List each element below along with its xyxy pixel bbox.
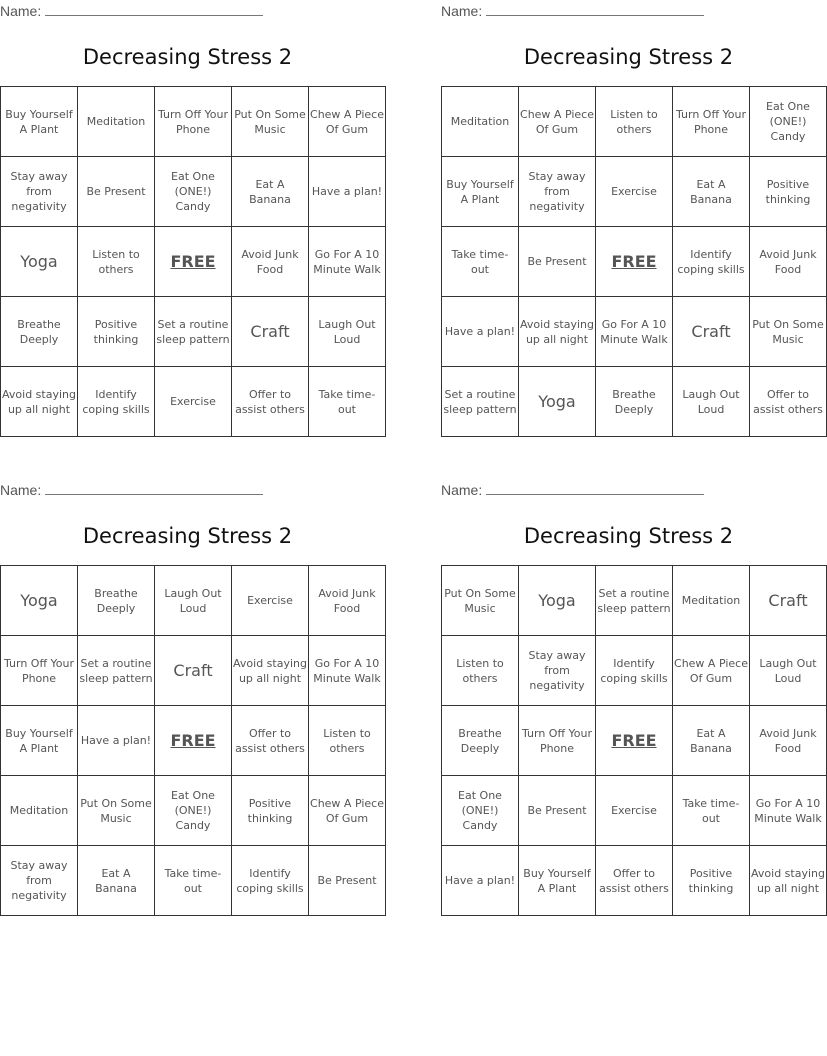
bingo-cell: Avoid Junk Food xyxy=(750,706,827,776)
bingo-cell: Yoga xyxy=(519,367,596,437)
name-label: Name: xyxy=(0,3,42,19)
bingo-cell: Eat One (ONE!) Candy xyxy=(155,776,232,846)
bingo-row xyxy=(442,636,827,706)
bingo-cell: Meditation xyxy=(78,87,155,157)
bingo-cell: Chew A Piece Of Gum xyxy=(309,87,386,157)
bingo-row xyxy=(1,776,386,846)
bingo-row xyxy=(1,706,386,776)
bingo-row xyxy=(1,157,386,227)
bingo-cell: Meditation xyxy=(1,776,78,846)
bingo-cell: Offer to assist others xyxy=(596,846,673,916)
bingo-cell: Avoid staying up all night xyxy=(519,297,596,367)
name-field xyxy=(441,482,704,498)
bingo-cell: Eat A Banana xyxy=(673,157,750,227)
bingo-cell: Offer to assist others xyxy=(232,706,309,776)
bingo-row xyxy=(1,227,386,297)
bingo-cell: Laugh Out Loud xyxy=(155,566,232,636)
name-underline xyxy=(486,482,704,495)
bingo-cell: Turn Off Your Phone xyxy=(519,706,596,776)
bingo-cell: Go For A 10 Minute Walk xyxy=(309,227,386,297)
bingo-cell: Breathe Deeply xyxy=(1,297,78,367)
name-label: Name: xyxy=(441,482,483,498)
bingo-cell: Identify coping skills xyxy=(232,846,309,916)
bingo-row xyxy=(442,297,827,367)
card-title: Decreasing Stress 2 xyxy=(523,524,734,548)
bingo-cell: Eat A Banana xyxy=(673,706,750,776)
bingo-cell: Stay away from negativity xyxy=(519,636,596,706)
bingo-row xyxy=(442,776,827,846)
bingo-cell: Offer to assist others xyxy=(750,367,827,437)
free-cell: FREE xyxy=(155,227,232,297)
card-title: Decreasing Stress 2 xyxy=(523,45,734,69)
bingo-row xyxy=(1,636,386,706)
bingo-cell: Set a routine sleep pattern xyxy=(442,367,519,437)
bingo-cell: Laugh Out Loud xyxy=(673,367,750,437)
bingo-row xyxy=(1,367,386,437)
bingo-cell: Yoga xyxy=(519,566,596,636)
bingo-cell: Have a plan! xyxy=(442,846,519,916)
name-underline xyxy=(45,482,263,495)
bingo-cell: Avoid staying up all night xyxy=(750,846,827,916)
bingo-cell: Be Present xyxy=(309,846,386,916)
bingo-cell: Be Present xyxy=(519,227,596,297)
bingo-cell: Identify coping skills xyxy=(596,636,673,706)
bingo-cell: Stay away from negativity xyxy=(1,157,78,227)
bingo-cell: Avoid Junk Food xyxy=(309,566,386,636)
bingo-cell: Set a routine sleep pattern xyxy=(155,297,232,367)
bingo-row xyxy=(442,706,827,776)
name-field xyxy=(441,3,704,19)
bingo-row xyxy=(442,227,827,297)
free-cell: FREE xyxy=(596,227,673,297)
bingo-cell: Listen to others xyxy=(596,87,673,157)
bingo-cell: Exercise xyxy=(596,776,673,846)
bingo-row xyxy=(442,846,827,916)
bingo-cell: Have a plan! xyxy=(78,706,155,776)
bingo-cell: Turn Off Your Phone xyxy=(1,636,78,706)
bingo-cell: Take time-out xyxy=(673,776,750,846)
bingo-cell: Put On Some Music xyxy=(442,566,519,636)
bingo-cell: Buy Yourself A Plant xyxy=(1,706,78,776)
bingo-grid xyxy=(0,86,386,437)
bingo-cell: Breathe Deeply xyxy=(78,566,155,636)
bingo-row xyxy=(1,87,386,157)
bingo-cell: Avoid staying up all night xyxy=(1,367,78,437)
bingo-cell: Positive thinking xyxy=(673,846,750,916)
bingo-cell: Craft xyxy=(232,297,309,367)
bingo-grid xyxy=(441,565,827,916)
bingo-cell: Go For A 10 Minute Walk xyxy=(750,776,827,846)
bingo-cell: Go For A 10 Minute Walk xyxy=(309,636,386,706)
bingo-cell: Exercise xyxy=(155,367,232,437)
bingo-cell: Yoga xyxy=(1,227,78,297)
bingo-cell: Turn Off Your Phone xyxy=(155,87,232,157)
bingo-cell: Have a plan! xyxy=(309,157,386,227)
bingo-cell: Craft xyxy=(155,636,232,706)
bingo-cell: Take time-out xyxy=(155,846,232,916)
bingo-cell: Put On Some Music xyxy=(750,297,827,367)
bingo-cell: Buy Yourself A Plant xyxy=(1,87,78,157)
bingo-cell: Identify coping skills xyxy=(673,227,750,297)
bingo-cell: Chew A Piece Of Gum xyxy=(519,87,596,157)
bingo-cell: Go For A 10 Minute Walk xyxy=(596,297,673,367)
bingo-cell: Identify coping skills xyxy=(78,367,155,437)
name-label: Name: xyxy=(0,482,42,498)
free-cell: FREE xyxy=(596,706,673,776)
name-underline xyxy=(45,3,263,16)
free-cell: FREE xyxy=(155,706,232,776)
bingo-cell: Yoga xyxy=(1,566,78,636)
name-underline xyxy=(486,3,704,16)
bingo-cell: Positive thinking xyxy=(232,776,309,846)
bingo-cell: Listen to others xyxy=(442,636,519,706)
bingo-cell: Craft xyxy=(750,566,827,636)
bingo-cell: Take time-out xyxy=(309,367,386,437)
bingo-cell: Stay away from negativity xyxy=(1,846,78,916)
card-title: Decreasing Stress 2 xyxy=(82,45,293,69)
bingo-cell: Buy Yourself A Plant xyxy=(519,846,596,916)
bingo-cell: Breathe Deeply xyxy=(442,706,519,776)
bingo-row xyxy=(1,297,386,367)
bingo-cell: Laugh Out Loud xyxy=(750,636,827,706)
bingo-row xyxy=(1,846,386,916)
bingo-cell: Exercise xyxy=(596,157,673,227)
bingo-cell: Listen to others xyxy=(309,706,386,776)
bingo-cell: Meditation xyxy=(442,87,519,157)
bingo-cell: Avoid Junk Food xyxy=(750,227,827,297)
bingo-cell: Eat One (ONE!) Candy xyxy=(442,776,519,846)
name-label: Name: xyxy=(441,3,483,19)
bingo-cell: Avoid Junk Food xyxy=(232,227,309,297)
bingo-row xyxy=(442,87,827,157)
bingo-cell: Stay away from negativity xyxy=(519,157,596,227)
bingo-cell: Put On Some Music xyxy=(232,87,309,157)
bingo-cell: Set a routine sleep pattern xyxy=(78,636,155,706)
bingo-cell: Buy Yourself A Plant xyxy=(442,157,519,227)
bingo-cell: Put On Some Music xyxy=(78,776,155,846)
bingo-cell: Positive thinking xyxy=(750,157,827,227)
bingo-cell: Meditation xyxy=(673,566,750,636)
bingo-cell: Set a routine sleep pattern xyxy=(596,566,673,636)
bingo-cell: Positive thinking xyxy=(78,297,155,367)
bingo-cell: Eat One (ONE!) Candy xyxy=(155,157,232,227)
bingo-cell: Laugh Out Loud xyxy=(309,297,386,367)
bingo-cell: Turn Off Your Phone xyxy=(673,87,750,157)
card-title: Decreasing Stress 2 xyxy=(82,524,293,548)
name-field xyxy=(0,3,263,19)
bingo-cell: Have a plan! xyxy=(442,297,519,367)
bingo-grid xyxy=(441,86,827,437)
bingo-cell: Be Present xyxy=(78,157,155,227)
bingo-cell: Offer to assist others xyxy=(232,367,309,437)
bingo-cell: Eat A Banana xyxy=(78,846,155,916)
bingo-cell: Take time-out xyxy=(442,227,519,297)
bingo-row xyxy=(442,157,827,227)
bingo-cell: Avoid staying up all night xyxy=(232,636,309,706)
bingo-cell: Be Present xyxy=(519,776,596,846)
bingo-row xyxy=(1,566,386,636)
bingo-cell: Chew A Piece Of Gum xyxy=(673,636,750,706)
bingo-cell: Exercise xyxy=(232,566,309,636)
name-field xyxy=(0,482,263,498)
bingo-row xyxy=(442,566,827,636)
bingo-row xyxy=(442,367,827,437)
bingo-cell: Craft xyxy=(673,297,750,367)
bingo-grid xyxy=(0,565,386,916)
bingo-cell: Eat One (ONE!) Candy xyxy=(750,87,827,157)
bingo-cell: Listen to others xyxy=(78,227,155,297)
bingo-cell: Breathe Deeply xyxy=(596,367,673,437)
bingo-cell: Chew A Piece Of Gum xyxy=(309,776,386,846)
bingo-cell: Eat A Banana xyxy=(232,157,309,227)
